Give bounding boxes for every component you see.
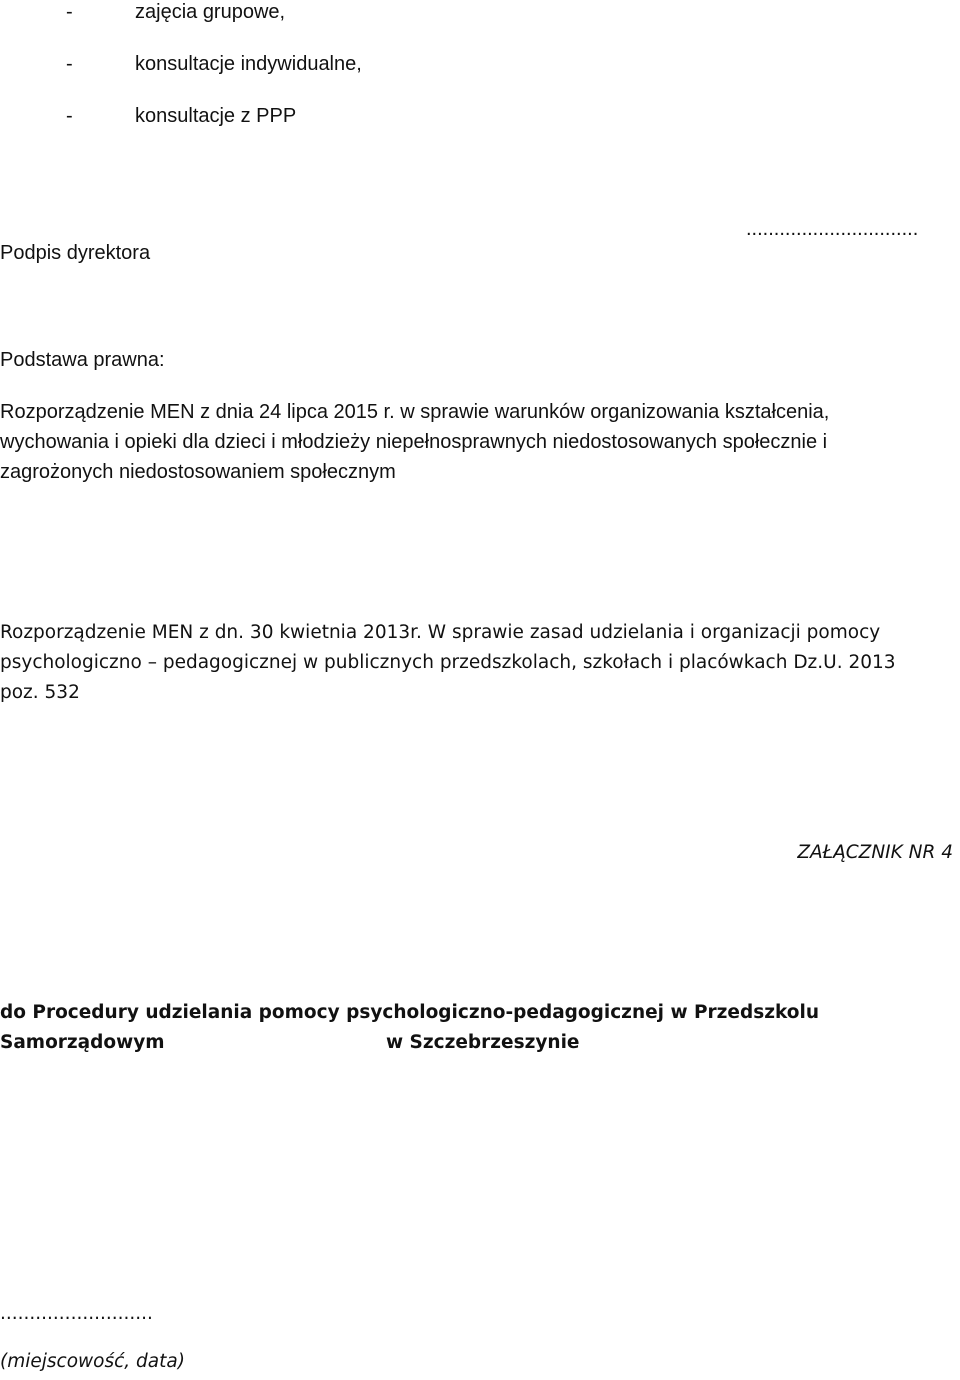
list-item-text: zajęcia grupowe,	[135, 1, 286, 23]
signature-label: Podpis dyrektora	[0, 242, 151, 264]
place-date-dots: ..........................	[0, 1303, 153, 1324]
list-item	[0, 101, 960, 131]
attachment-title-line: do Procedury udzielania pomocy psychologiczno-pedagogicznej w Przedszkolu	[0, 1002, 820, 1023]
place-date-caption: (miejscowość, data)	[0, 1351, 185, 1372]
list-item	[0, 49, 960, 79]
regulation-line: Rozporządzenie MEN z dn. 30 kwietnia 2013r. W sprawie zasad udzielania i organizacji pomocy	[0, 622, 881, 643]
list-item-text: konsultacje z PPP	[135, 105, 297, 127]
attachment-title-line: Samorządowym	[0, 1032, 165, 1053]
regulation-line: Rozporządzenie MEN z dnia 24 lipca 2015 r. w sprawie warunków organizowania kształcenia,	[0, 401, 830, 423]
attachment-label: ZAŁĄCZNIK NR 4	[797, 842, 953, 863]
regulation-line: wychowania i opieki dla dzieci i młodzieży niepełnosprawnych niedostosowanych społecznie i	[0, 431, 828, 453]
list-item-text: konsultacje indywidualne,	[135, 53, 362, 75]
signature-dots: ...............................	[746, 218, 919, 240]
regulation-line: zagrożonych niedostosowaniem społecznym	[0, 461, 396, 483]
list-bullet: -	[66, 1, 73, 23]
list-bullet: -	[66, 105, 73, 127]
list-item	[0, 0, 960, 27]
regulation-line: poz. 532	[0, 682, 80, 703]
list-bullet: -	[66, 53, 73, 75]
regulation-line: psychologiczno – pedagogicznej w publicznych przedszkolach, szkołach i placówkach Dz.U. 2013	[0, 652, 896, 673]
legal-basis-heading: Podstawa prawna:	[0, 349, 165, 371]
attachment-title-line: w Szczebrzeszynie	[386, 1032, 580, 1053]
